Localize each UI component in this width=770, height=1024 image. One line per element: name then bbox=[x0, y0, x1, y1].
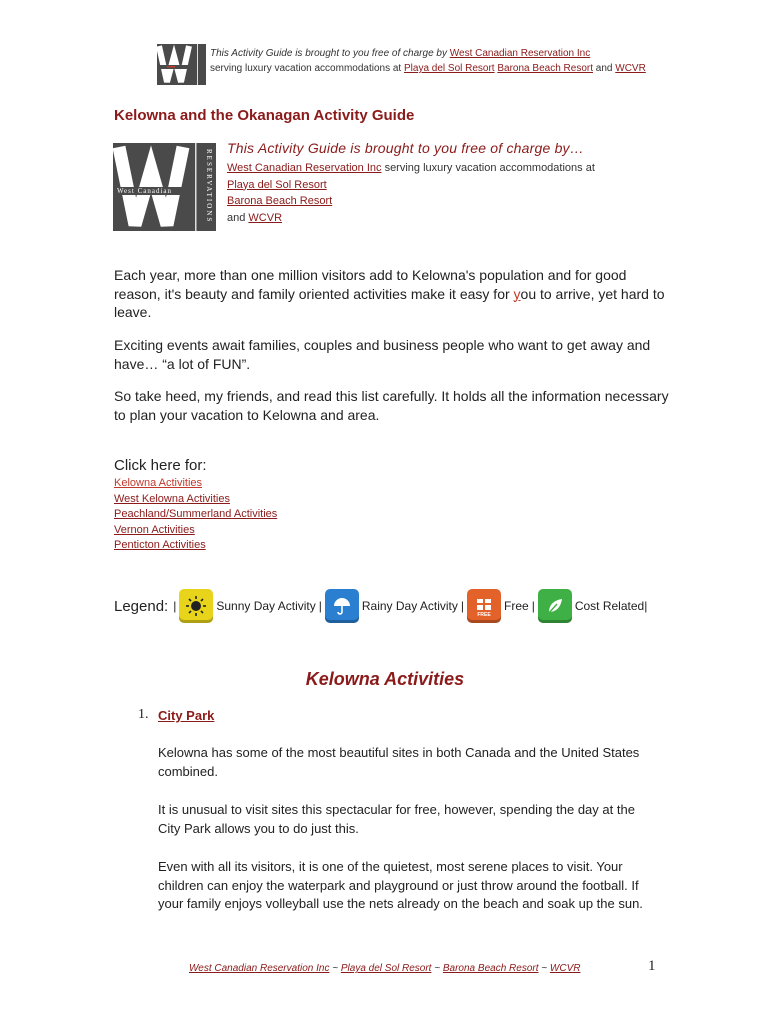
free-icon-text: FREE bbox=[477, 612, 491, 618]
header-text bbox=[210, 46, 646, 76]
section-title: Kelowna Activities bbox=[305, 669, 465, 689]
activity-links bbox=[114, 476, 277, 554]
intro-link-wcvr[interactable]: WCVR bbox=[248, 211, 283, 224]
link-penticton-activities[interactable]: Penticton Activities bbox=[114, 539, 206, 552]
list-item-number: 1. bbox=[138, 707, 149, 722]
umbrella-icon bbox=[325, 589, 359, 623]
header-line-1: This Activity Guide is brought to you free of charge by West Canadian Reservation Inc bbox=[210, 48, 591, 59]
footer-link-playa[interactable]: Playa del Sol Resort bbox=[340, 963, 432, 974]
city-park-paragraph-3: Even with all its visitors, it is one of the quietest, most serene places to visit. Your children can enjoy the waterpark and playground or just throw around the football. If your family enjoys volleyball use the nets already on the beach and soak up the sun. bbox=[158, 859, 643, 911]
intro-link-company[interactable]: West Canadian Reservation Inc bbox=[227, 162, 382, 174]
logo-text: West Canadian bbox=[117, 187, 173, 195]
legend: Legend: | Sunny Day Activity | Rainy Day Activity | FREE Free | Cost Related| bbox=[114, 590, 647, 622]
intro-paragraph-1: Each year, more than one million visitors add to Kelowna's population and for good reason, it's beauty and family oriented activities make it easy for you to arrive, yet hard to leave. bbox=[114, 267, 665, 320]
click-here-label: Click here for: bbox=[114, 457, 207, 474]
intro-paragraph-2: Exciting events await families, couples and business people who want to get away and have… “a lot of FUN”. bbox=[114, 337, 651, 372]
header-link-wcvr[interactable]: WCVR bbox=[615, 63, 646, 74]
city-park-link[interactable]: City Park bbox=[158, 708, 215, 723]
intro-paragraph-3: So take heed, my friends, and read this list carefully. It holds all the information necessary to plan your vacation to Kelowna and area. bbox=[114, 388, 669, 423]
legend-cost: Cost Related| bbox=[574, 599, 648, 613]
legend-free: Free bbox=[504, 599, 529, 613]
link-kelowna-activities[interactable]: Kelowna Activities bbox=[114, 477, 203, 489]
sun-icon bbox=[179, 589, 213, 623]
city-park-paragraph-1: Kelowna has some of the most beautiful sites in both Canada and the United States combined. bbox=[158, 745, 640, 779]
company-logo bbox=[113, 143, 216, 231]
city-park-paragraph-2: It is unusual to visit sites this spectacular for free, however, spending the day at the City Park allows you to do just this. bbox=[158, 802, 635, 836]
link-west-kelowna-activities[interactable]: West Kelowna Activities bbox=[114, 492, 230, 505]
link-peachland-summerland-activities[interactable]: Peachland/Summerland Activities bbox=[114, 508, 278, 521]
link-vernon-activities[interactable]: Vernon Activities bbox=[114, 523, 195, 536]
page-title: Kelowna and the Okanagan Activity Guide bbox=[114, 107, 415, 124]
footer-link-barona[interactable]: Barona Beach Resort bbox=[442, 963, 539, 974]
legend-label: Legend: bbox=[114, 597, 169, 615]
legend-rainy: Rainy Day Activity bbox=[361, 599, 458, 613]
legend-sunny: Sunny Day Activity bbox=[216, 599, 316, 613]
header-logo bbox=[157, 44, 206, 85]
intro-link-playa[interactable]: Playa del Sol Resort bbox=[227, 178, 327, 191]
logo-vertical-text: RESERVATIONS bbox=[205, 149, 213, 224]
footer-link-wcvr[interactable]: WCVR bbox=[549, 963, 581, 974]
gift-icon bbox=[467, 589, 501, 623]
header-link-company[interactable]: West Canadian Reservation Inc bbox=[449, 48, 591, 59]
footer: West Canadian Reservation Inc ~ Playa del Sol Resort ~ Barona Beach Resort ~ WCVR bbox=[189, 963, 581, 974]
header-link-playa[interactable]: Playa del Sol Resort bbox=[403, 63, 495, 74]
header-line-2: serving luxury vacation accommodations at Playa del Sol Resort Barona Beach Resort and WCVR bbox=[210, 63, 646, 74]
intro-info: West Canadian Reservation Inc serving luxury vacation accommodations at Playa del Sol Resort Barona Beach Resort and WCVR bbox=[227, 162, 595, 224]
leaf-icon bbox=[538, 589, 572, 623]
page-number: 1 bbox=[648, 958, 656, 974]
header-link-barona[interactable]: Barona Beach Resort bbox=[497, 63, 593, 74]
brought-to-you-text: This Activity Guide is brought to you free of charge by… bbox=[227, 140, 584, 156]
intro-link-barona[interactable]: Barona Beach Resort bbox=[227, 195, 333, 207]
footer-link-company[interactable]: West Canadian Reservation Inc bbox=[189, 963, 330, 974]
